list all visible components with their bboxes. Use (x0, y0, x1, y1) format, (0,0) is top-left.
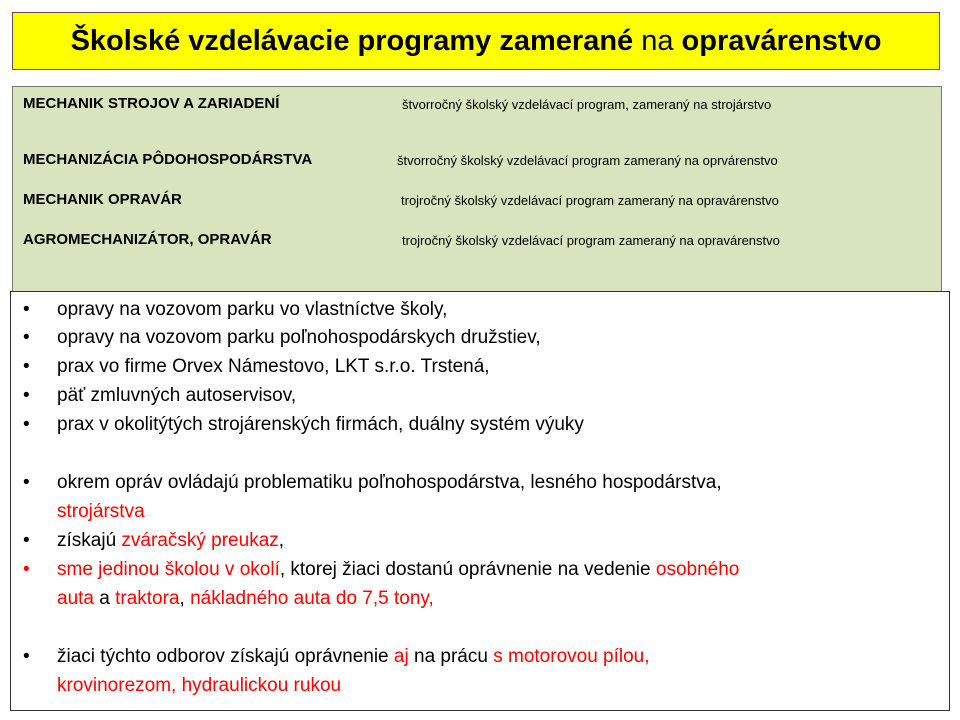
text-fragment-highlight: traktora (115, 588, 180, 609)
list-item-text: päť zmluvných autoservisov, (57, 385, 297, 406)
text-fragment-highlight: zváračský preukaz (121, 530, 279, 551)
text-fragment-highlight: aj (393, 646, 409, 667)
program-description: štvorročný školský vzdelávací program, zameraný na strojárstvo (402, 97, 772, 112)
text-fragment: na prácu (408, 646, 494, 667)
list-item-text: opravy na vozovom parku poľnohospodárskych družstiev, (57, 327, 541, 348)
list-item-text (57, 558, 739, 582)
program-description: trojročný školský vzdelávací program zameraný na opravárenstvo (401, 193, 779, 208)
list-item-text-highlight: krovinorezom, hydraulickou rukou (57, 675, 342, 696)
text-fragment: , (179, 588, 191, 609)
title-part-bold: Školské vzdelávacie programy zamerané (70, 24, 634, 57)
bullet: • (23, 646, 30, 667)
text-fragment-highlight: auta (57, 588, 94, 609)
program-name: MECHANIZÁCIA PÔDOHOSPODÁRSTVA (23, 151, 313, 168)
info-list (10, 291, 950, 711)
program-name: MECHANIK OPRAVÁR (23, 191, 182, 208)
text-fragment: získajú (57, 530, 122, 551)
text-fragment-highlight: nákladného auta do 7,5 tony, (190, 588, 434, 609)
text-fragment-highlight: sme jedinou školou v okolí (57, 559, 280, 580)
list-item-text: okrem opráv ovládajú problematiku poľnohospodárstva, lesného hospodárstva, (57, 472, 722, 493)
text-fragment-highlight: osobného (655, 559, 740, 580)
text-fragment-highlight: s motorovou pílou, (493, 646, 650, 667)
list-item-text (57, 587, 434, 611)
slide-title (12, 12, 940, 70)
list-item-text: prax vo firme Orvex Námestovo, LKT s.r.o. Trstená, (57, 356, 490, 377)
list-item-text: opravy na vozovom parku vo vlastníctve školy, (57, 299, 448, 320)
bullet: • (23, 530, 30, 551)
program-name: AGROMECHANIZÁTOR, OPRAVÁR (23, 231, 272, 248)
bullet: • (23, 472, 30, 493)
list-item-text-highlight: strojárstva (57, 501, 145, 522)
list-item-text (57, 645, 650, 669)
title-part-bold-end: opravárenstvo (681, 24, 882, 57)
program-description: trojročný školský vzdelávací program zameraný na opravárenstvo (402, 233, 780, 248)
text-fragment: , ktorej žiaci dostanú oprávnenie na vedenie (279, 559, 656, 580)
bullet: • (23, 385, 30, 406)
text-fragment: žiaci týchto odborov získajú oprávnenie (57, 646, 394, 667)
list-item-text: prax v okolitýtých strojárenských firmách, duálny systém výuky (57, 414, 584, 435)
text-fragment: a (93, 588, 116, 609)
bullet: • (23, 414, 30, 435)
programs-panel (12, 86, 942, 292)
program-name: MECHANIK STROJOV A ZARIADENÍ (23, 95, 280, 112)
bullet: • (23, 327, 30, 348)
bullet: • (23, 559, 30, 580)
list-item-text (57, 529, 284, 553)
bullet: • (23, 299, 30, 320)
text-fragment: , (278, 530, 285, 551)
title-part-normal: na (633, 24, 682, 57)
bullet: • (23, 356, 30, 377)
program-description: štvorročný školský vzdelávací program zameraný na oprvárenstvo (397, 153, 778, 168)
